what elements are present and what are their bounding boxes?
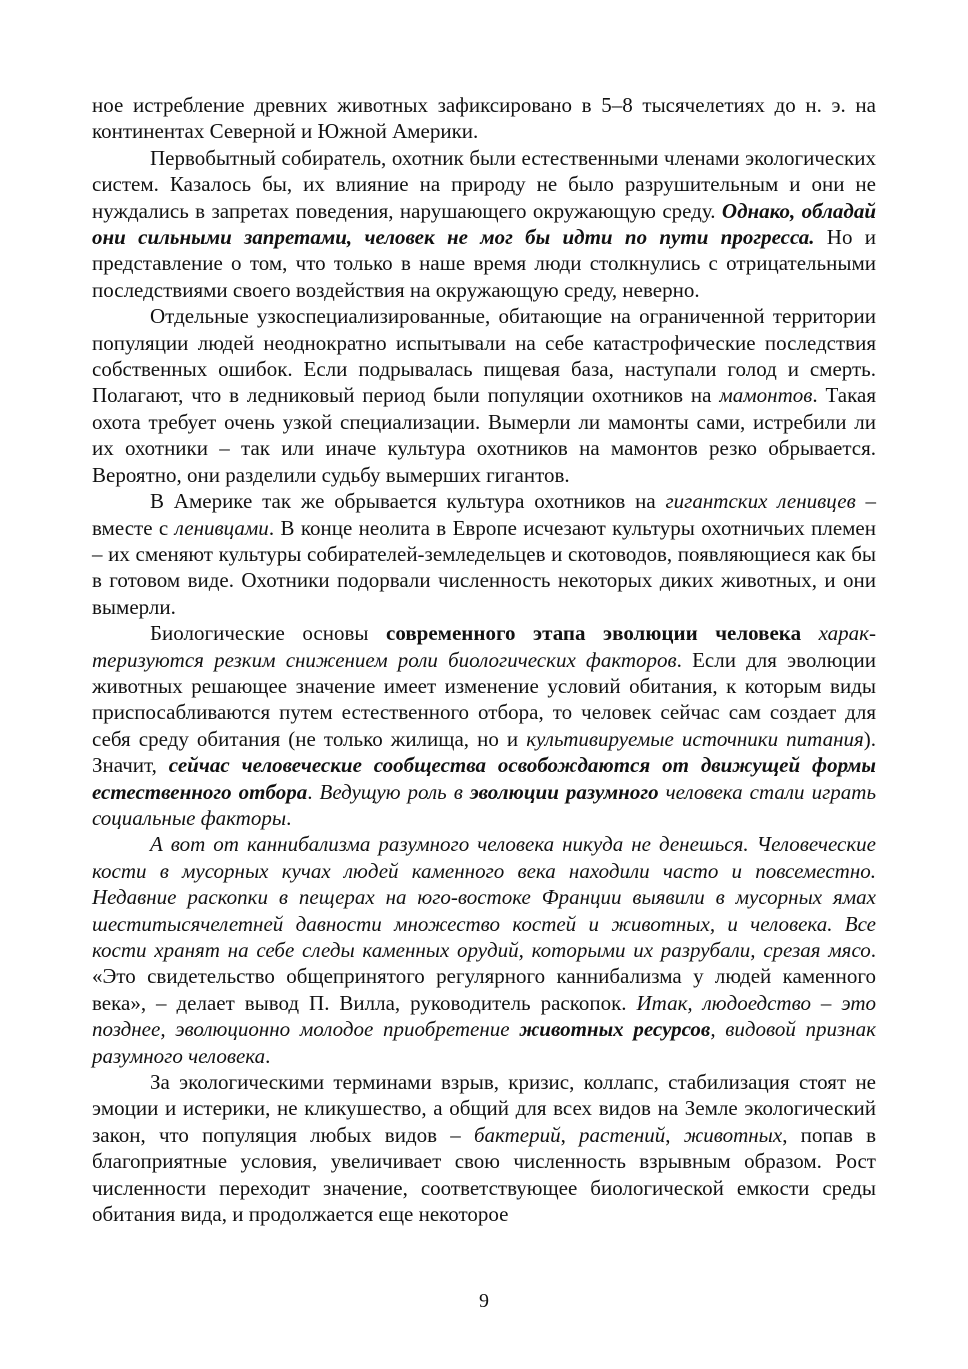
paragraph-biological-foundations bbox=[92, 620, 876, 831]
document-page bbox=[92, 92, 876, 1227]
italic-text: культивируемые источники питания bbox=[526, 726, 864, 751]
text: . bbox=[286, 805, 292, 830]
text: Биологические основы bbox=[150, 621, 387, 646]
paragraph-continuation bbox=[92, 92, 876, 145]
italic-text: характеризуются резким снижением роли биологических факторов bbox=[92, 621, 877, 672]
paragraph-specialized-populations bbox=[92, 303, 876, 488]
text: , bbox=[665, 1122, 684, 1147]
text: . bbox=[265, 1043, 271, 1068]
text: , bbox=[560, 1122, 580, 1147]
italic-text: Ведущую роль в bbox=[319, 779, 470, 804]
text: . Такая охота требует очень узкой специализации. Вымерли ли мамонты сами, истребили ли их охотники – так или иначе культура охотников на мамонтов резко обрывается. Вероятно, они разделили судьбу вымерших гигантов. bbox=[92, 383, 876, 487]
bold-italic-text: Однако, обладай они сильными запретами, человек не мог бы идти по пути прогресса. bbox=[92, 198, 876, 250]
paragraph-america-sloths bbox=[92, 488, 876, 620]
text: Первобытный собиратель, охотник были естественными членами экологических систем. Казалось бы, их влияние на природу не было разрушительным и они не нуждались в запретах поведения, нарушающего окружающую среду. bbox=[92, 145, 876, 223]
paragraph-ecological-terms bbox=[92, 1069, 876, 1227]
italic-text: ленивцами bbox=[174, 515, 269, 540]
text: . Если для эволюции животных решающее значение имеет изменение условий обитания, к которым виды приспосабливаются путем естественного отбора, то человек сейчас сам создает для себя среду обитания (не только жилища, но и bbox=[92, 647, 876, 751]
text: . В конце неолита в Европе исчезают культуры охотничьих племен – их сменяют культуры собирателей-земледельцев и скотоводов, появляющиеся как бы в готовом виде. Охотники подорвали численность некоторых диких животных, и они вымерли. bbox=[92, 515, 876, 619]
bold-italic-text: животных ресурсов bbox=[519, 1017, 711, 1042]
text: – вместе с bbox=[92, 489, 876, 540]
text: , попав в благоприятные условия, увеличивает свою численность взрывным образом. Рост численности переходит значение, соответствующее биологической емкости среды обитания вида, и продолжается еще некоторое bbox=[92, 1122, 877, 1227]
paragraph-primitive-gatherer bbox=[92, 145, 876, 303]
bold-italic-text: эволюции разумного bbox=[469, 779, 659, 804]
page-number: 9 bbox=[479, 1290, 489, 1312]
italic-text: мамонтов bbox=[719, 383, 813, 408]
text: Отдельные узкоспециализированные, обитающие на ограниченной территории популяции людей неоднократно испытывали на себе катастрофические последствия собственных ошибок. Если подрывалась пищевая база, наступали голод и смерть. Полагают, что в ледниковый период были популяции охотников на bbox=[92, 304, 876, 408]
text: ). Значит, bbox=[92, 726, 877, 778]
text bbox=[801, 621, 819, 645]
italic-text: животных bbox=[683, 1122, 783, 1147]
italic-text: А вот от каннибализма разумного человека никуда не денешься. Человеческие кости в мусорных кучах людей каменного века находили часто и повсеместно. Недавние раскопки в пещерах на юго-востоке Франции выявили в мусорных ямах шеститысячелетней давности множество костей и животных, и человека. Все кости хранят на себе следы каменных орудий, которыми их разрубали, срезая мясо bbox=[92, 832, 876, 962]
italic-text: растений bbox=[579, 1122, 666, 1147]
text: За экологическими терминами взрыв, кризис, коллапс, стабилизация стоят не эмоции и истерики, не кликушество, а общий для всех видов на Земле экологический закон, что популяция любых видов – bbox=[92, 1070, 876, 1147]
text: . «Это свидетельство общепринятого регулярного каннибализма у людей каменного века», – делает вывод П. Вилла, руководитель раскопок. bbox=[92, 938, 876, 1015]
text: Но и представление о том, что только в наше время люди столкнулись с отрицательными последствиями своего воздействия на окружающую среду, неверно. bbox=[92, 225, 876, 302]
text: В Америке так же обрывается культура охотников на bbox=[150, 489, 666, 514]
text: . bbox=[307, 779, 320, 804]
italic-text: человека стали играть социальные факторы bbox=[92, 779, 876, 830]
italic-text: бактерий bbox=[473, 1122, 561, 1147]
bold-text: современного этапа эволюции человека bbox=[386, 621, 802, 646]
italic-text: Итак, людоедство – это позднее, эволюционно молодое приобретение bbox=[92, 990, 876, 1042]
bold-italic-text: сейчас человеческие сообщества освобождаются от движущей формы естественного отбора bbox=[92, 753, 876, 804]
italic-text: , видовой признак разумного человека bbox=[92, 1017, 876, 1068]
paragraph-cannibalism bbox=[92, 831, 876, 1069]
text: ное истребление древних животных зафиксировано в 5–8 тысячелетиях до н. э. на континентах Северной и Южной Америки. bbox=[92, 93, 876, 144]
italic-text: гигантских ленивцев bbox=[665, 489, 856, 514]
